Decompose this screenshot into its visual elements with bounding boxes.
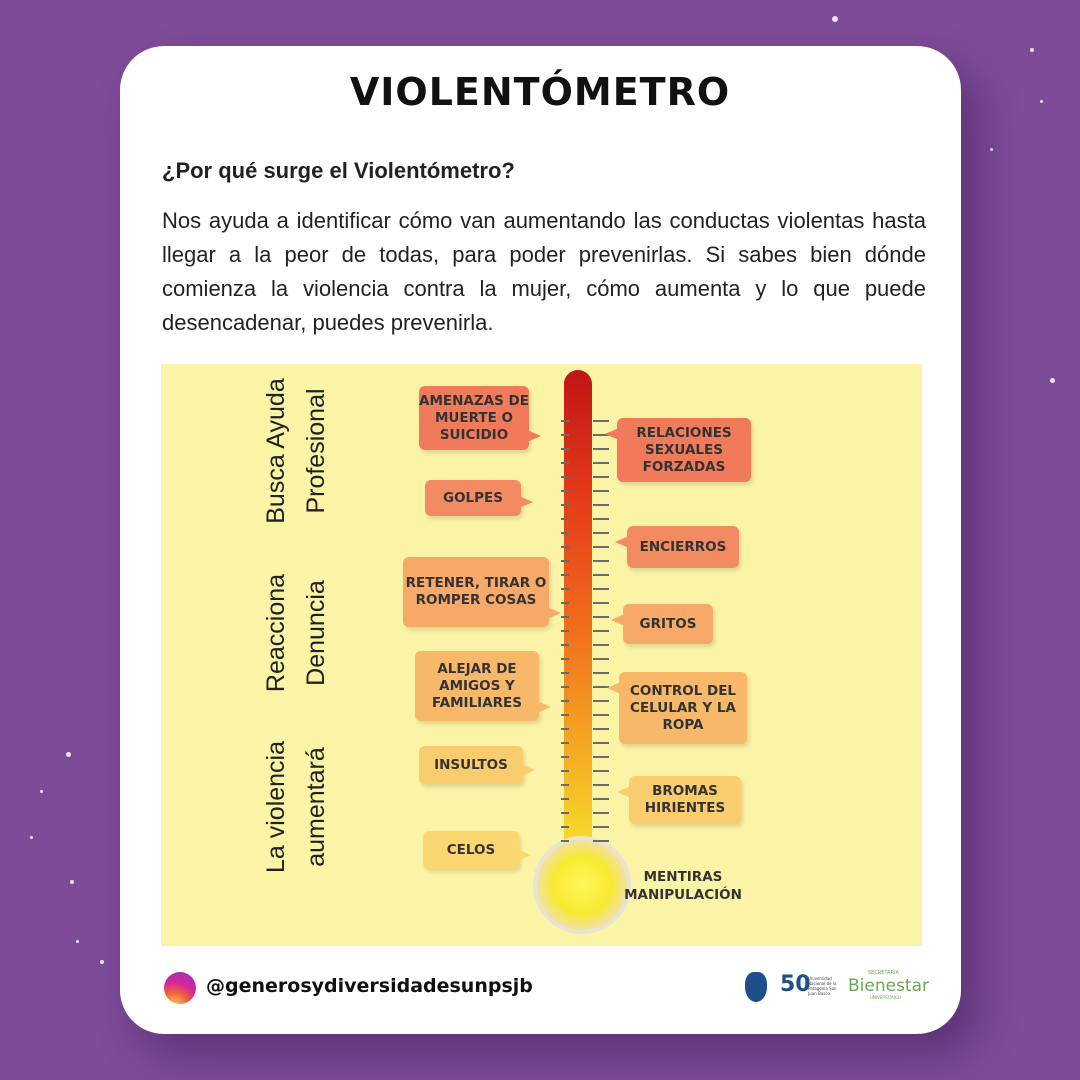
thermometer-tick xyxy=(593,560,609,562)
thermometer-tick xyxy=(561,420,569,422)
thermometer-tick xyxy=(561,826,569,828)
behavior-bubble: CELOS xyxy=(423,831,519,869)
stage-label: La violencia xyxy=(262,740,290,874)
thermometer-tick xyxy=(593,784,609,786)
behavior-bubble: CONTROL DEL CELULAR Y LA ROPA xyxy=(619,672,747,744)
behavior-bubble: ENCIERROS xyxy=(627,526,739,568)
thermometer-tick xyxy=(593,546,609,548)
thermometer-tick xyxy=(561,672,569,674)
thermometer-tick xyxy=(561,588,569,590)
thermometer-tick xyxy=(593,672,609,674)
behavior-bubble: INSULTOS xyxy=(419,746,523,784)
thermometer-tick xyxy=(593,826,609,828)
thermometer-tick xyxy=(561,602,569,604)
thermometer-tick xyxy=(561,658,569,660)
thermometer-tick xyxy=(561,434,569,436)
background-speck xyxy=(76,940,79,943)
anniversary-logo: 50 xyxy=(780,972,811,997)
university-shield-logo xyxy=(745,972,767,1002)
background-speck xyxy=(70,880,74,884)
thermometer-tick xyxy=(561,448,569,450)
thermometer-tick xyxy=(561,546,569,548)
violentometro-infographic xyxy=(161,364,922,946)
background-speck xyxy=(1050,378,1055,383)
stage-label: Reacciona xyxy=(262,573,290,693)
thermometer-tick xyxy=(561,770,569,772)
thermometer-tick xyxy=(561,504,569,506)
thermometer-tick xyxy=(593,742,609,744)
thermometer-tick xyxy=(561,490,569,492)
thermometer-tick xyxy=(561,840,569,842)
anniversary-logo-caption: Universidad Nacional de la Patagonia San Juan Bosco xyxy=(808,976,837,996)
thermometer-tick xyxy=(561,686,569,688)
thermometer-tick xyxy=(593,728,609,730)
thermometer-tick xyxy=(593,644,609,646)
thermometer-tick xyxy=(593,812,609,814)
thermometer-tube xyxy=(564,370,592,870)
thermometer-tick xyxy=(561,700,569,702)
stage-label: Profesional xyxy=(302,388,330,514)
behavior-bubble: AMENAZAS DE MUERTE O SUICIDIO xyxy=(419,386,529,450)
thermometer-tick xyxy=(593,490,609,492)
behavior-bubble: GRITOS xyxy=(623,604,713,644)
thermometer-tick xyxy=(593,840,609,842)
thermometer-tick xyxy=(593,448,609,450)
thermometer-tick xyxy=(593,532,609,534)
thermometer-tick xyxy=(561,742,569,744)
behavior-bubble: BROMAS HIRIENTES xyxy=(629,776,741,824)
instagram-handle[interactable]: @generosydiversidadesunpsjb xyxy=(206,975,533,997)
thermometer-tick xyxy=(593,798,609,800)
thermometer-tick xyxy=(593,476,609,478)
thermometer-tick xyxy=(561,756,569,758)
thermometer-tick xyxy=(593,574,609,576)
thermometer-tick xyxy=(561,616,569,618)
thermometer-tick xyxy=(561,812,569,814)
background-speck xyxy=(66,752,71,757)
behavior-bubble: RETENER, TIRAR O ROMPER COSAS xyxy=(403,557,549,627)
thermometer-tick xyxy=(593,588,609,590)
thermometer-tick xyxy=(593,770,609,772)
thermometer-tick xyxy=(593,700,609,702)
behavior-bubble: GOLPES xyxy=(425,480,521,516)
bienestar-logo-top: SECRETARÍA xyxy=(868,970,899,976)
background-speck xyxy=(40,790,43,793)
page-title: VIOLENTÓMETRO xyxy=(349,70,731,114)
bienestar-logo: Bienestar xyxy=(848,976,930,996)
behavior-bubble: RELACIONES SEXUALES FORZADAS xyxy=(617,418,751,482)
background-speck xyxy=(832,16,838,22)
description-paragraph: Nos ayuda a identificar cómo van aumentando las conductas violentas hasta llegar a la peor de todas, para poder prevenirlas. Si sabes bien dónde comienza la violencia contra la mujer, cómo aumenta y lo que puede desencadenar, puedes prevenirla. xyxy=(162,208,926,335)
bienestar-logo-sub: UNIVERSITARIO xyxy=(870,995,901,1000)
thermometer-tick xyxy=(561,476,569,478)
thermometer-tick xyxy=(593,462,609,464)
thermometer-tick xyxy=(561,798,569,800)
background-speck xyxy=(990,148,993,151)
thermometer-tick xyxy=(593,504,609,506)
thermometer-tick xyxy=(561,518,569,520)
thermometer-tick xyxy=(561,574,569,576)
stage-label: Denuncia xyxy=(302,580,330,686)
thermometer-tick xyxy=(561,728,569,730)
thermometer-tick xyxy=(593,658,609,660)
instagram-icon[interactable] xyxy=(164,972,196,1004)
thermometer-tick xyxy=(593,518,609,520)
thermometer-tick xyxy=(593,616,609,618)
thermometer-tick xyxy=(561,462,569,464)
thermometer-tick xyxy=(593,714,609,716)
thermometer-tick xyxy=(593,420,609,422)
thermometer-tick xyxy=(561,532,569,534)
background-speck xyxy=(30,836,33,839)
thermometer-tick xyxy=(561,714,569,716)
thermometer-tick xyxy=(561,784,569,786)
behavior-bubble: ALEJAR DE AMIGOS Y FAMILIARES xyxy=(415,651,539,721)
behavior-label: MENTIRAS MANIPULACIÓN xyxy=(624,869,742,903)
thermometer-tick xyxy=(561,560,569,562)
thermometer-tick xyxy=(561,644,569,646)
stage-label: Busca Ayuda xyxy=(262,378,290,524)
thermometer-tick xyxy=(561,630,569,632)
background-speck xyxy=(100,960,104,964)
stage-label: aumentará xyxy=(302,747,330,867)
thermometer-tick xyxy=(593,602,609,604)
thermometer-tick xyxy=(593,756,609,758)
thermometer-tick xyxy=(593,630,609,632)
background-speck xyxy=(1030,48,1034,52)
section-question: ¿Por qué surge el Violentómetro? xyxy=(162,158,515,183)
